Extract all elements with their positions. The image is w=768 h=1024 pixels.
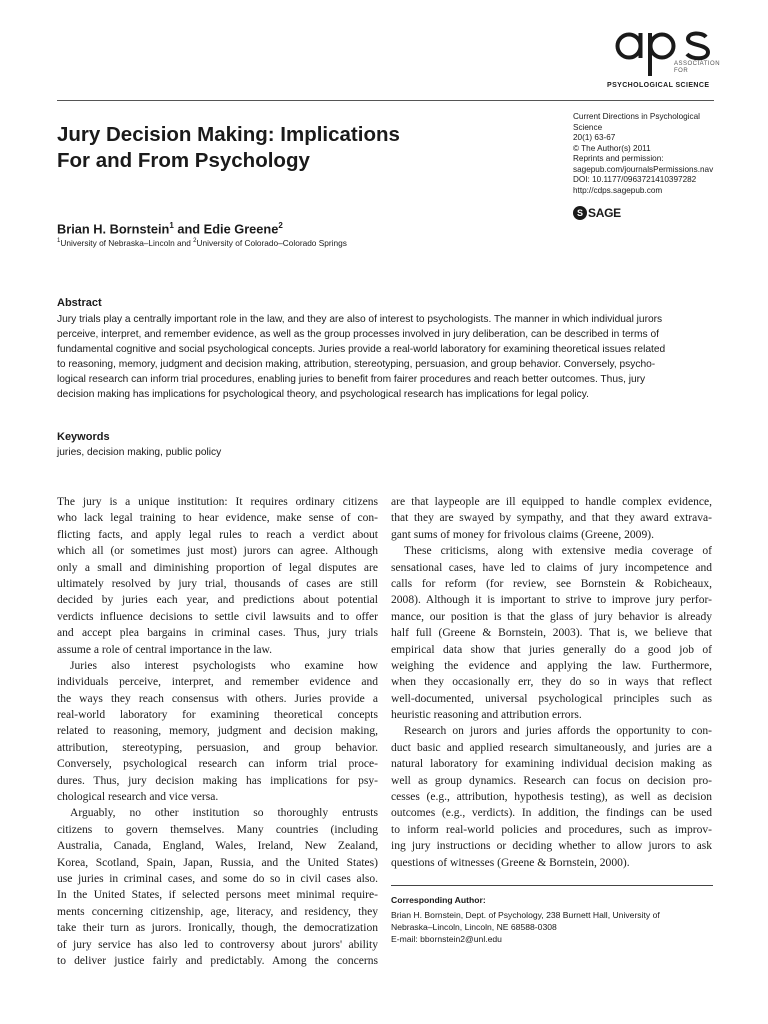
body-line: Research on jurors and juries affords the opportunity to con-	[404, 725, 712, 738]
body-line: Australia, Canada, England, Wales, Ireland, New Zealand,	[57, 840, 378, 853]
copyright: © The Author(s) 2011	[573, 143, 651, 153]
body-line: only a small and diminishing proportion of legal disputes are	[57, 561, 378, 574]
author-name: Brian H. Bornstein	[57, 221, 170, 237]
body-line: flicting facts, and apply legal rules to reach a verdict about	[57, 528, 378, 541]
body-line: In the United States, if selected persons meet minimal require-	[57, 889, 378, 902]
body-column-right	[391, 494, 712, 871]
body-line: the ways they reach consensus with others. Juries provide a	[57, 692, 378, 705]
body-line: empirical data show that juries generally do a good job of	[391, 643, 712, 656]
sage-icon: S	[573, 206, 587, 220]
author-affil-marker: 1	[169, 221, 174, 230]
body-line: verdicts influence decisions to settle civil lawsuits and to offer	[57, 610, 378, 623]
corresponding-author-heading: Corresponding Author:	[391, 895, 486, 905]
body-line: ultimately resolved by jury trial, thousands of cases are still	[57, 577, 378, 590]
article-title	[57, 122, 497, 174]
body-line: Conversely, psychological research can inform trial proce-	[57, 758, 378, 771]
body-line: attribution, stereotyping, persuasion, and group behavior.	[57, 741, 378, 754]
keywords-list: juries, decision making, public policy	[57, 447, 222, 458]
body-line: The jury is a unique institution: It requires ordinary citizens	[57, 496, 378, 508]
journal-info	[573, 112, 718, 196]
body-line: dures. Thus, jury decision making has implications for psy-	[57, 774, 378, 787]
abstract-line: Jury trials play a centrally important role in the law, and they are also of interest to psychologists. The manner in which individual jurors	[57, 314, 663, 325]
body-line: which all (or sometimes just most) jurors can agree. Although	[57, 545, 378, 558]
author-list	[57, 221, 283, 236]
abstract-body	[57, 312, 714, 402]
body-line: heuristic reasoning and attribution errors.	[391, 709, 582, 722]
abstract-heading: Abstract	[57, 297, 102, 309]
abstract-line: logical research can inform trial procedures, enabling juries to benefit from fairer procedures and reach better outcomes. Thus, jury	[57, 374, 646, 385]
body-line: Arguably, no other institution so thoroughly entrusts	[70, 807, 378, 820]
sage-wordmark: SAGE	[588, 206, 621, 220]
title-line: Jury Decision Making: Implications	[57, 123, 400, 146]
header-rule	[57, 100, 714, 101]
affiliation: University of Nebraska–Lincoln and	[60, 238, 194, 248]
author-affil-marker: 2	[278, 221, 283, 230]
body-line: to deliver justice fairly and predictably. Among the concerns	[57, 954, 378, 967]
body-line: Juries also interest psychologists who examine how	[70, 659, 378, 672]
body-line: Korea, Scotland, Spain, Japan, Russia, and the United States)	[57, 856, 378, 869]
body-line: ing jury instructions or deciding whether to allow jurors to ask	[391, 840, 712, 853]
correspondence-email[interactable]: E-mail: bbornstein2@unl.edu	[391, 934, 502, 944]
logo-tagline: ASSOCIATION FOR	[674, 61, 721, 74]
aps-logo-mark	[612, 18, 721, 92]
logo-subtitle: PSYCHOLOGICAL SCIENCE	[607, 82, 710, 89]
correspondence-rule	[391, 885, 713, 886]
journal-volume: 20(1) 63-67	[573, 133, 616, 142]
body-line: are that laypeople are ill equipped to handle complex evidence,	[391, 496, 712, 508]
doi[interactable]: DOI: 10.1177/0963721410397282	[573, 175, 697, 184]
body-line: who lack legal training to hear evidence, make sense of con-	[57, 512, 378, 525]
body-line: gant sums of money for frivolous claims (Greene, 2009).	[391, 528, 654, 541]
affiliation: University of Colorado–Colorado Springs	[196, 238, 347, 248]
abstract-line: perceive, interpret, and remember evidence, as well as the group processes involved in jury deliberation, can be described in terms of	[57, 329, 659, 340]
keywords-heading: Keywords	[57, 431, 110, 443]
abstract-line: decision making has implications for psychological theory, and psychological research has implications for legal policy.	[57, 389, 589, 400]
corresponding-author-details	[391, 909, 714, 945]
body-line: when they occasionally err, they do so in ways that reflect	[391, 676, 712, 689]
body-line: These criticisms, along with extensive media coverage of	[404, 545, 712, 558]
journal-name: Current Directions in Psychological	[573, 112, 700, 121]
body-line: of jury service has also led to controversy about jurors' ability	[57, 938, 378, 951]
body-line: individuals perceive, interpret, and remember evidence and	[57, 676, 378, 689]
journal-name-cont: Science	[573, 122, 603, 132]
body-line: real-world laboratory for examining theoretical concepts	[57, 709, 378, 722]
abstract-line: to reasoning, memory, judgment and decision making, attribution, stereotyping, persuasion, and group behavior. Conversely, psycho-	[57, 359, 656, 370]
body-line: 2008). Although it is important to strive to improve jury perfor-	[391, 594, 712, 607]
body-line: well as group dynamics. Research can focus on decision pro-	[391, 774, 712, 787]
body-line: use juries in criminal cases, and some do so in civil cases also.	[57, 872, 378, 885]
correspondence-line: Brian H. Bornstein, Dept. of Psychology, 238 Burnett Hall, University of	[391, 910, 660, 920]
journal-url[interactable]: http://cdps.sagepub.com	[573, 185, 663, 195]
body-line: outcomes (e.g., verdicts). In addition, the findings can be used	[391, 807, 712, 820]
body-line: and accept plea bargains in criminal cases. Thus, jury trials	[57, 627, 378, 640]
body-line: calls for reform (for review, see Bornstein & Robicheaux,	[391, 577, 712, 590]
affiliations	[57, 238, 347, 248]
body-line: sensational cases, have led to claims of jury incompetence and	[391, 561, 712, 574]
body-line: well-documented, universal psychological principles such as	[391, 692, 712, 705]
sage-logo	[573, 205, 621, 221]
body-line: that they are swayed by sympathy, and that they award extrava-	[391, 512, 712, 525]
body-line: to inform real-world policies and procedures, such as improv-	[391, 823, 712, 836]
aps-logo	[607, 18, 721, 92]
author-conjunction: and	[173, 221, 204, 237]
body-line: chological research and vice versa.	[57, 791, 219, 804]
body-line: questions of witnesses (Greene & Bornstein, 2000).	[391, 856, 630, 869]
body-line: cesses (e.g., attribution, hypothesis testing), as well as decision	[391, 791, 712, 804]
permissions-link[interactable]: sagepub.com/journalsPermissions.nav	[573, 164, 714, 174]
body-line: take their turn as jurors. Ironically, though, the democratization	[57, 922, 378, 935]
affil-marker: 2	[193, 238, 197, 245]
title-line: For and From Psychology	[57, 149, 310, 172]
reprints-label: Reprints and permission:	[573, 154, 664, 163]
body-line: related to reasoning, memory, judgment and decision making,	[57, 725, 378, 738]
body-line: citizens to govern themselves. Many countries (including	[57, 823, 378, 836]
body-column-left	[57, 494, 378, 969]
author-name: Edie Greene	[203, 221, 279, 237]
abstract-line: fundamental cognitive and social psychological concepts. Juries provide a real-world laboratory for examining theoretical issues related	[57, 344, 666, 355]
body-line: assume a role of central importance in the law.	[57, 643, 273, 656]
body-line: decided by juries each year, and predictions about potential	[57, 594, 378, 607]
body-line: natural laboratory for examining individual decision making as	[391, 758, 712, 771]
body-line: weighing the evidence and applying the law. Furthermore,	[391, 659, 712, 672]
body-line: ments concerning citizenship, age, literacy, and residency, they	[57, 905, 378, 918]
body-line: mance, our position is that the glass of jury behavior is already	[391, 610, 712, 623]
body-line: half full (Greene & Bornstein, 2003). That is, we believe that	[391, 627, 712, 640]
correspondence-line: Nebraska–Lincoln, Lincoln, NE 68588-0308	[391, 922, 557, 932]
body-line: duct basic and applied research simultaneously, and juries are a	[391, 741, 712, 754]
affil-marker: 1	[57, 238, 61, 245]
